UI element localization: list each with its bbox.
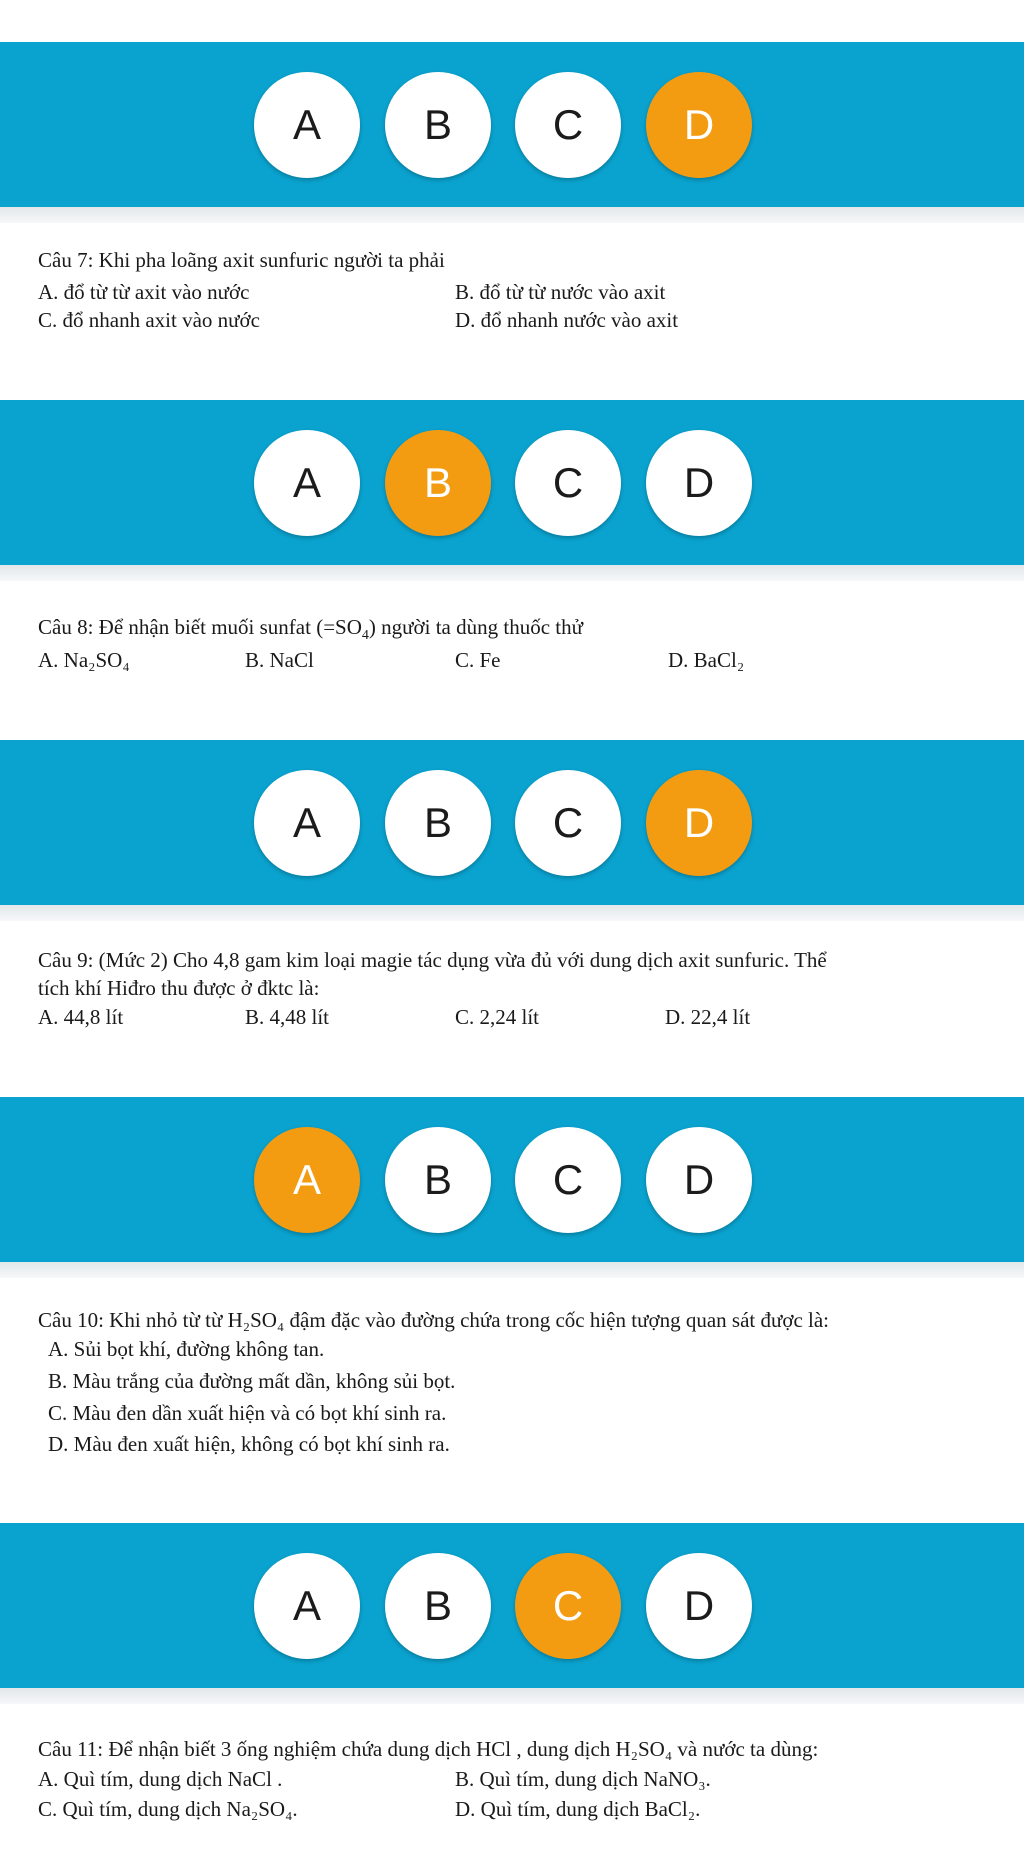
band-divider [0,207,1024,223]
choice-d-button-selected[interactable]: D [646,770,752,876]
answer-band-3 [0,740,1024,905]
question-10-option-d: D. Màu đen xuất hiện, không có bọt khí sinh ra. [48,1432,450,1456]
question-11-option-b: B. Quì tím, dung dịch NaNO₃. [455,1767,711,1791]
question-10-stem: Câu 10: Khi nhỏ từ từ H₂SO₄ đậm đặc vào đường chứa trong cốc hiện tượng quan sát được là: [38,1308,830,1332]
question-9-option-b: B. 4,48 lít [245,1005,330,1029]
choice-d-button[interactable]: D [646,430,752,536]
choice-b-button[interactable]: B [385,770,491,876]
choice-d-button-selected[interactable]: D [646,72,752,178]
choice-a-button[interactable]: A [254,72,360,178]
choice-d-button[interactable]: D [646,1127,752,1233]
question-11-option-d: D. Quì tím, dung dịch BaCl₂. [455,1797,701,1821]
choice-a-button[interactable]: A [254,1553,360,1659]
answer-band-2 [0,400,1024,565]
question-8-option-a: A. Na₂SO₄ [38,648,130,672]
question-9-option-d: D. 22,4 lít [665,1005,751,1029]
choice-c-button[interactable]: C [515,72,621,178]
band-divider [0,1262,1024,1278]
question-8-option-b: B. NaCl [245,648,314,672]
question-7-option-a: A. đổ từ từ axit vào nước [38,280,250,304]
question-11-option-c: C. Quì tím, dung dịch Na₂SO₄. [38,1797,298,1821]
question-8-stem-post: ) người ta dùng thuốc thử [368,615,583,639]
question-11-stem: Câu 11: Để nhận biết 3 ống nghiệm chứa dung dịch HCl , dung dịch H₂SO₄ và nước ta dùng: [38,1737,819,1761]
choice-a-button[interactable]: A [254,430,360,536]
choice-a-button[interactable]: A [254,770,360,876]
question-8-option-c: C. Fe [455,648,501,672]
choice-b-button[interactable]: B [385,1127,491,1233]
answer-band-5 [0,1523,1024,1688]
choice-d-button[interactable]: D [646,1553,752,1659]
choice-c-button[interactable]: C [515,430,621,536]
question-10-option-a: A. Sủi bọt khí, đường không tan. [48,1337,325,1361]
choice-c-button[interactable]: C [515,770,621,876]
question-7-option-c: C. đổ nhanh axit vào nước [38,308,260,332]
question-8-option-d: D. BaCl₂ [668,648,745,672]
choice-c-button[interactable]: C [515,1127,621,1233]
band-divider [0,905,1024,921]
question-9-stem-line2: tích khí Hiđro thu được ở đktc là: [38,976,320,1000]
question-9-option-a: A. 44,8 lít [38,1005,124,1029]
question-10-option-b: B. Màu trắng của đường mất dần, không sủi bọt. [48,1369,456,1393]
choice-c-button-selected[interactable]: C [515,1553,621,1659]
choice-b-button[interactable]: B [385,72,491,178]
band-divider [0,565,1024,581]
choice-a-button-selected[interactable]: A [254,1127,360,1233]
question-7-stem: Câu 7: Khi pha loãng axit sunfuric người ta phải [38,248,445,272]
answer-band-1 [0,42,1024,207]
question-8-stem-pre: Câu 8: Để nhận biết muối sunfat (=SO [38,615,362,639]
choice-b-button-selected[interactable]: B [385,430,491,536]
question-7-option-d: D. đổ nhanh nước vào axit [455,308,679,332]
choice-b-button[interactable]: B [385,1553,491,1659]
question-8-stem-sub: 4 [361,628,369,644]
question-9-option-c: C. 2,24 lít [455,1005,540,1029]
band-divider [0,1688,1024,1704]
answer-band-4 [0,1097,1024,1262]
question-10-option-c: C. Màu đen dần xuất hiện và có bọt khí sinh ra. [48,1401,447,1425]
question-7-option-b: B. đổ từ từ nước vào axit [455,280,666,304]
question-11-option-a: A. Quì tím, dung dịch NaCl . [38,1767,283,1791]
question-9-stem-line1: Câu 9: (Mức 2) Cho 4,8 gam kim loại magie tác dụng vừa đủ với dung dịch axit sunfuric. Thể [38,948,827,972]
